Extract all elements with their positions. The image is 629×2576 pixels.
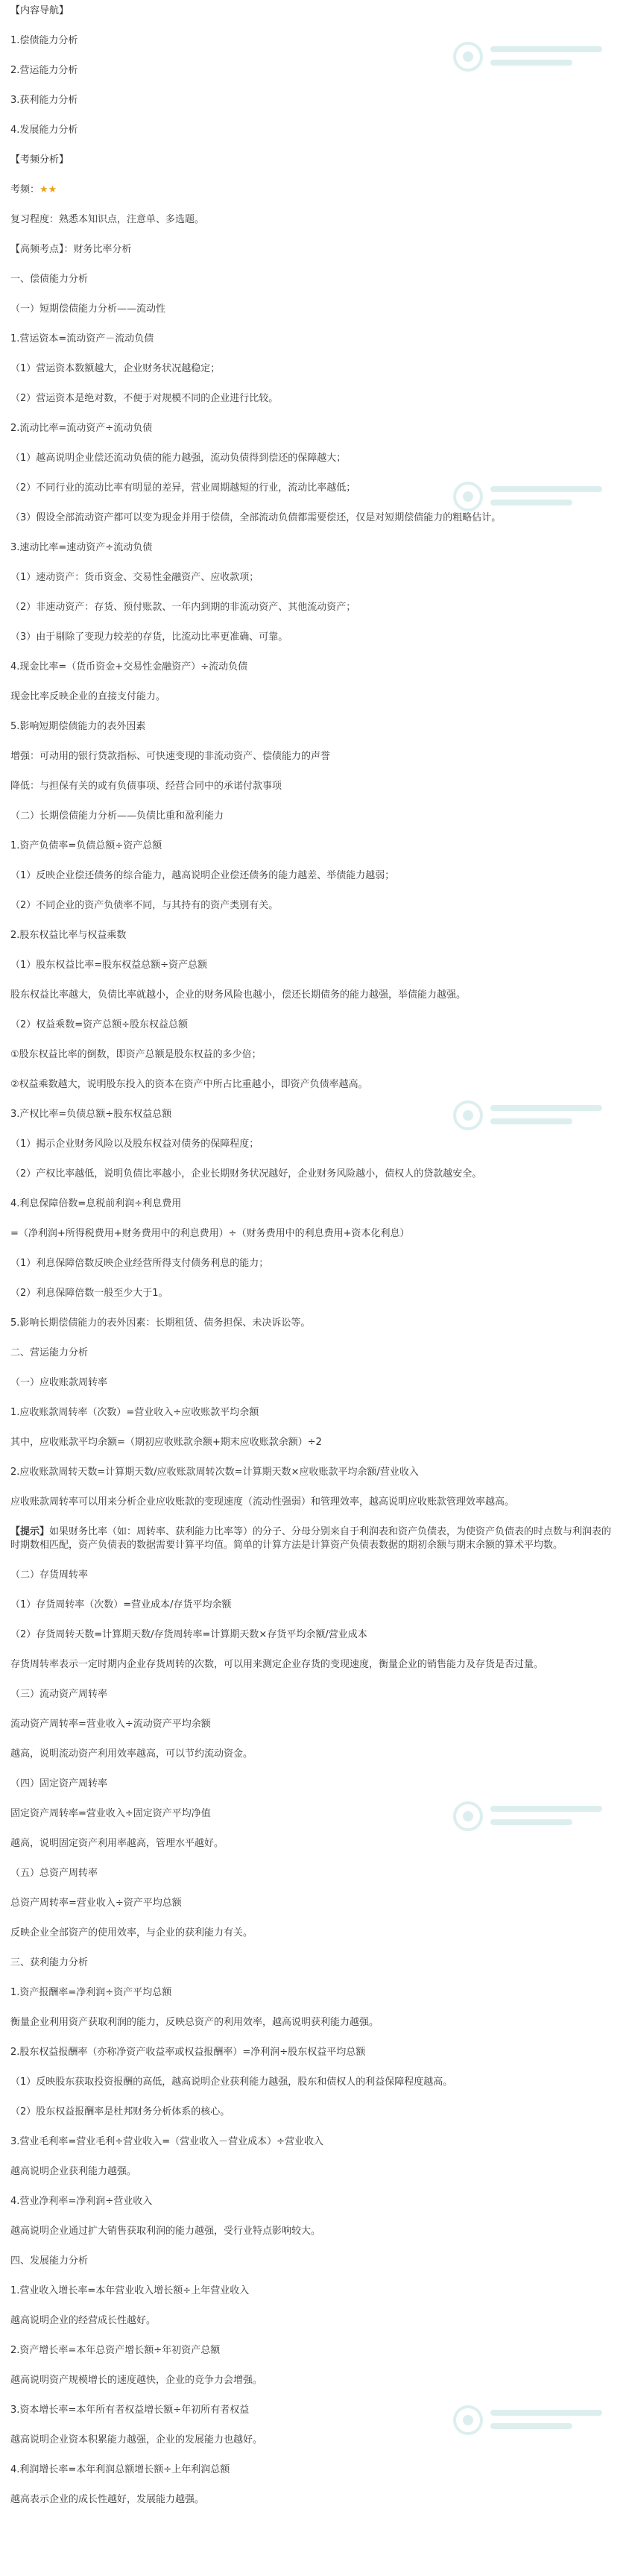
chapter-heading: 四、发展能力分析 <box>10 2255 89 2267</box>
formula: 1.资产负债率=负债总额÷资产总额 <box>10 840 162 851</box>
paragraph: （2）不同行业的流动比率有明显的差异，营业周期越短的行业，流动比率越低； <box>10 482 356 494</box>
formula: 1.营运资本=流动资产－流动负债 <box>10 333 154 344</box>
paragraph: 越高说明资产规模增长的速度越快，企业的竞争力会增强。 <box>10 2375 263 2386</box>
paragraph: （2）不同企业的资产负债率不同，与其持有的资产类别有关。 <box>10 900 279 911</box>
formula: 2.流动比率=流动资产÷流动负债 <box>10 423 153 434</box>
paragraph: （1）反映企业偿还债务的综合能力，越高说明企业偿还债务的能力越差、举债能力越弱； <box>10 870 395 881</box>
paragraph: （1）揭示企业财务风险以及股东权益对债务的保障程度； <box>10 1139 259 1150</box>
paragraph: 复习程度：熟悉本知识点，注意单、多选题。 <box>10 214 205 225</box>
paragraph: 反映企业全部资产的使用效率，与企业的获利能力有关。 <box>10 1927 253 1939</box>
formula: 2.资产增长率=本年总资产增长额÷年初资产总额 <box>10 2345 221 2356</box>
chapter-heading: 三、获利能力分析 <box>10 1957 89 1968</box>
paragraph: ①股东权益比率的倒数，即资产总额是股东权益的多少倍； <box>10 1049 262 1060</box>
section-heading: 【考频分析】 <box>10 154 69 166</box>
formula: （2）权益乘数=资产总额÷股东权益总额 <box>10 1019 189 1030</box>
paragraph: 现金比率反映企业的直接支付能力。 <box>10 691 166 702</box>
paragraph: （2）利息保障倍数一般至少大于1。 <box>10 1288 168 1299</box>
paragraph: 存货周转率表示一定时期内企业存货周转的次数，可以用来测定企业存货的变现速度，衡量企业的销售能力及存货是否过量。 <box>10 1659 544 1670</box>
formula: 3.营业毛利率=营业毛利÷营业收入=（营业收入－营业成本）÷营业收入 <box>10 2136 323 2147</box>
formula: 2.股东权益报酬率（亦称净资产收益率或权益报酬率）=净利润÷股东权益平均总额 <box>10 2047 366 2058</box>
paragraph: 股东权益比率越大，负债比率就越小，企业的财务风险也越小，偿还长期债务的能力越强，举债能力越强。 <box>10 989 467 1001</box>
tip-text: 如果财务比率（如：周转率、获利能力比率等）的分子、分母分别来自于利润表和资产负债表，为使资产负债表的时点数与利润表的时期数相匹配，资产负债表的数据需要计算平均值。简单的计算方法是计算资产负债表数据的期初余额与期末余额的算术平均数。 <box>10 1526 612 1551</box>
nav-item: 4.发展能力分析 <box>10 125 78 136</box>
paragraph: 5.影响长期偿债能力的表外因素：长期租赁、债务担保、未决诉讼等。 <box>10 1317 311 1329</box>
formula: 2.股东权益比率与权益乘数 <box>10 930 127 941</box>
formula: 3.速动比率=速动资产÷流动负债 <box>10 542 153 553</box>
subsection-heading: （三）流动资产周转率 <box>10 1689 108 1700</box>
paragraph: 衡量企业利用资产获取利润的能力，反映总资产的利用效率，越高说明获利能力越强。 <box>10 2017 379 2028</box>
paragraph: （3）假设全部流动资产都可以变为现金并用于偿债，全部流动负债都需要偿还，仅是对短期偿债能力的粗略估计。 <box>10 512 502 523</box>
subsection-heading: （二）长期偿债能力分析——负债比重和盈利能力 <box>10 810 224 822</box>
section-heading: 【内容导航】 <box>10 5 69 16</box>
paragraph: 越高说明企业资本积累能力越强，企业的发展能力也越好。 <box>10 2434 263 2446</box>
formula: （1）股东权益比率=股东权益总额÷资产总额 <box>10 960 208 971</box>
paragraph: 越高，说明固定资产利用率越高，管理水平越好。 <box>10 1838 224 1849</box>
formula: 固定资产周转率=营业收入÷固定资产平均净值 <box>10 1808 211 1819</box>
subsection-heading: （一）短期偿债能力分析——流动性 <box>10 303 166 315</box>
paragraph: 越高，说明流动资产利用效率越高，可以节约流动资金。 <box>10 1748 253 1760</box>
subsection-heading: （五）总资产周转率 <box>10 1868 98 1879</box>
formula: 4.营业净利率=净利润÷营业收入 <box>10 2196 153 2207</box>
formula: 流动资产周转率=营业收入÷流动资产平均余额 <box>10 1719 211 1730</box>
frequency-label: 考频： <box>10 184 40 195</box>
paragraph: 越高说明企业的经营成长性越好。 <box>10 2315 157 2326</box>
paragraph: （1）速动资产：货币资金、交易性金融资产、应收款项； <box>10 572 259 583</box>
paragraph: 越高说明企业获利能力越强。 <box>10 2166 137 2177</box>
formula: 1.资产报酬率=净利润÷资产平均总额 <box>10 1987 172 1998</box>
paragraph: 应收账款周转率可以用来分析企业应收账款的变现速度（流动性强弱）和管理效率，越高说明应收账款管理效率越高。 <box>10 1496 515 1508</box>
formula: 3.资本增长率=本年所有者权益增长额÷年初所有者权益 <box>10 2405 250 2416</box>
paragraph: （3）由于剔除了变现力较差的存货，比流动比率更准确、可靠。 <box>10 632 288 643</box>
chapter-heading: 二、营运能力分析 <box>10 1347 89 1358</box>
paragraph: （2）营运资本是绝对数，不便于对规模不同的企业进行比较。 <box>10 393 279 404</box>
paragraph: （1）反映股东获取投资报酬的高低，越高说明企业获利能力越强，股东和债权人的利益保障程度越高。 <box>10 2076 453 2088</box>
formula: 3.产权比率=负债总额÷股东权益总额 <box>10 1109 172 1120</box>
section-heading: 【高频考点】 <box>10 244 64 255</box>
subsection-heading: （二）存货周转率 <box>10 1569 89 1581</box>
formula: =（净利润+所得税费用+财务费用中的利息费用）÷（财务费用中的利息费用+资本化利息） <box>10 1228 410 1239</box>
star-rating: ★★ <box>39 184 57 195</box>
paragraph: （2）产权比率越低，说明负债比率越小，企业长期财务状况越好，企业财务风险越小，债权人的贷款越安全。 <box>10 1168 482 1180</box>
paragraph: （1）利息保障倍数反映企业经营所得支付债务利息的能力； <box>10 1258 269 1269</box>
formula: 2.应收账款周转天数=计算期天数/应收账款周转次数=计算期天数×应收账款平均余额/营业收入 <box>10 1467 419 1478</box>
tip-paragraph <box>10 1525 619 1552</box>
frequency-line <box>10 183 619 197</box>
key-point-line <box>10 243 619 256</box>
paragraph: ②权益乘数越大，说明股东投入的资本在资产中所占比重越小，即资产负债率越高。 <box>10 1079 368 1090</box>
paragraph: 降低：与担保有关的或有负债事项、经营合同中的承诺付款事项 <box>10 781 282 792</box>
paragraph: 越高表示企业的成长性越好，发展能力越强。 <box>10 2494 205 2505</box>
key-point-text: ：财务比率分析 <box>63 244 132 255</box>
formula: 4.利润增长率=本年利润总额增长额÷上年利润总额 <box>10 2464 230 2475</box>
paragraph: 越高说明企业通过扩大销售获取利润的能力越强，受行业特点影响较大。 <box>10 2226 321 2237</box>
formula: 5.影响短期偿债能力的表外因素 <box>10 721 146 732</box>
subsection-heading: （一）应收账款周转率 <box>10 1377 108 1388</box>
nav-item: 3.获利能力分析 <box>10 95 78 106</box>
formula: 1.应收账款周转率（次数）=营业收入÷应收账款平均余额 <box>10 1407 259 1418</box>
formula: （1）存货周转率（次数）=营业成本/存货平均余额 <box>10 1599 232 1610</box>
nav-item: 1.偿债能力分析 <box>10 35 78 46</box>
paragraph: （1）越高说明企业偿还流动负债的能力越强，流动负债得到偿还的保障越大； <box>10 453 347 464</box>
paragraph: （1）营运资本数额越大，企业财务状况越稳定； <box>10 363 221 374</box>
formula: 4.利息保障倍数=息税前利润÷利息费用 <box>10 1198 182 1209</box>
tip-label: 【提示】 <box>10 1526 50 1537</box>
paragraph: 增强：可动用的银行贷款指标、可快速变现的非流动资产、偿债能力的声誉 <box>10 751 331 762</box>
chapter-heading: 一、偿债能力分析 <box>10 274 89 285</box>
paragraph: （2）股东权益报酬率是杜邦财务分析体系的核心。 <box>10 2106 230 2117</box>
formula: 其中，应收账款平均余额=（期初应收账款余额+期末应收账款余额）÷2 <box>10 1437 322 1448</box>
formula: 4.现金比率=（货币资金+交易性金融资产）÷流动负债 <box>10 661 248 673</box>
paragraph: （2）非速动资产：存货、预付账款、一年内到期的非流动资产、其他流动资产； <box>10 602 356 613</box>
subsection-heading: （四）固定资产周转率 <box>10 1778 108 1789</box>
nav-item: 2.营运能力分析 <box>10 65 78 76</box>
formula: 1.营业收入增长率=本年营业收入增长额÷上年营业收入 <box>10 2285 250 2296</box>
formula: （2）存货周转天数=计算期天数/存货周转率=计算期天数×存货平均余额/营业成本 <box>10 1629 367 1640</box>
formula: 总资产周转率=营业收入÷资产平均总额 <box>10 1898 182 1909</box>
